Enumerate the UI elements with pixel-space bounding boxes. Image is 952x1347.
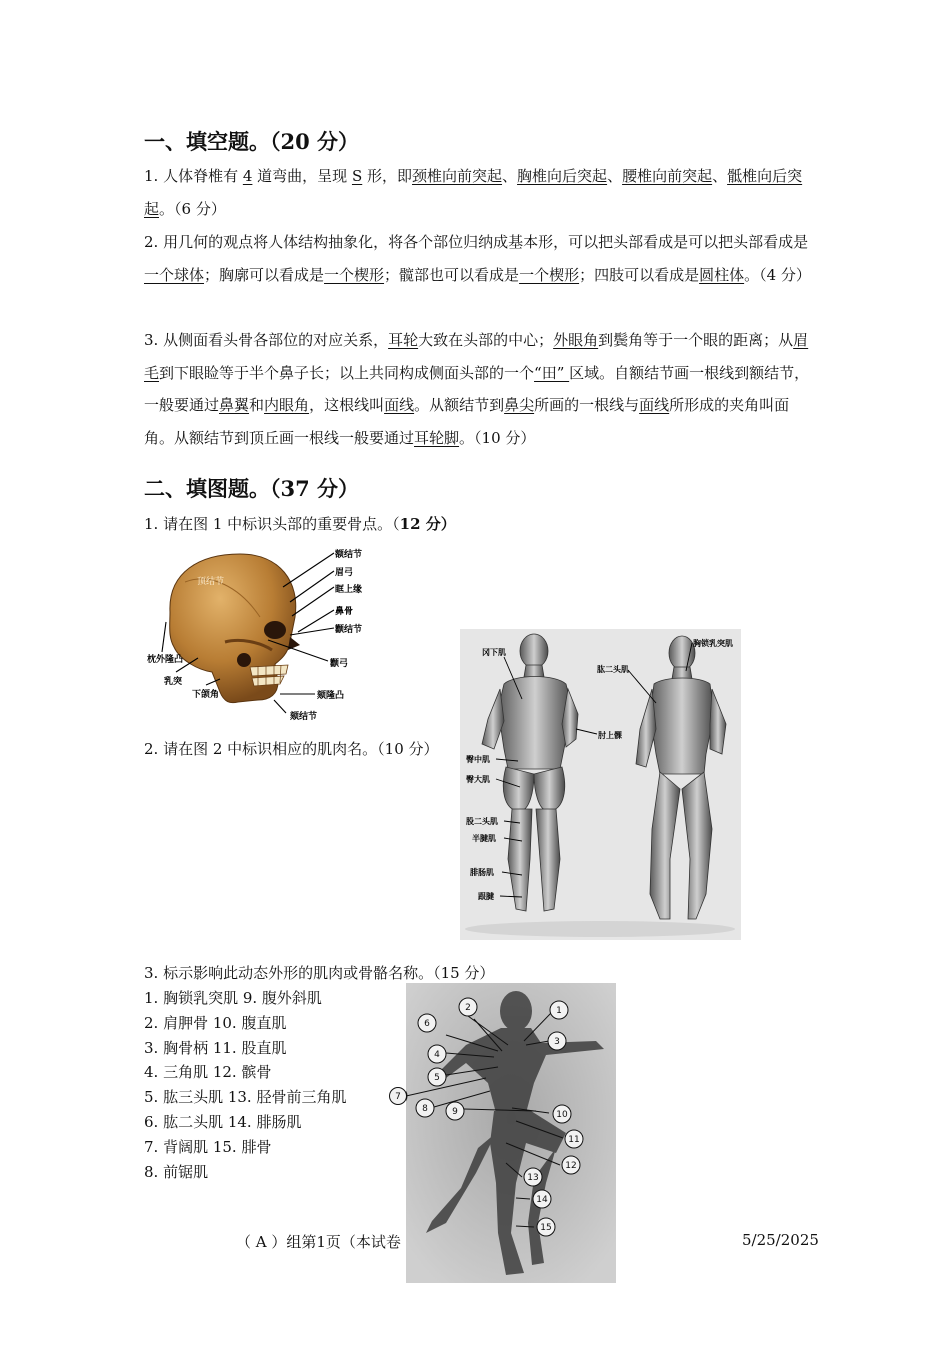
- skull-label-1: 额结节: [335, 550, 363, 560]
- fig3-num-13: 13: [527, 1173, 539, 1183]
- q3-text-a: 3. 从侧面看头骨各部位的对应关系，: [144, 331, 389, 349]
- q2-blank-1: 一个球体: [144, 265, 205, 284]
- fig3-num-7-outside: 7: [389, 1087, 407, 1105]
- q1-sep-1: 、: [502, 167, 518, 185]
- q3-blank-4: “田”: [534, 363, 570, 382]
- q1-blank-4: 胸椎向后突起: [517, 167, 608, 185]
- q3-blank-1: 耳轮: [388, 331, 419, 349]
- q1-blank-6: 骶椎向后突起: [144, 167, 803, 218]
- q1-blank-1: 4: [242, 167, 253, 185]
- section2-title: 二、填图题。（37 分）: [144, 476, 360, 501]
- q2-text-d: ；髋部也可以看成是: [384, 265, 520, 284]
- q1-sep-2: 、: [607, 167, 623, 185]
- q3-text-d: 到鬓角等于一个眼的距离；从: [598, 331, 794, 349]
- skull-label-mastoid: 乳突: [164, 677, 183, 687]
- q3-text-k: 所形成的夹角叫面角。从额结节到顶丘画一根线一般要通过: [144, 396, 790, 447]
- fig3-num-1: 1: [556, 1006, 562, 1016]
- muscle-label-2: 胸锁乳突肌: [693, 638, 733, 648]
- muscle-label-10: 跟腱: [478, 891, 494, 901]
- q3-blank-6: 内眼角: [264, 396, 310, 414]
- q1-text-a: 1. 人体脊椎有: [144, 167, 243, 185]
- muscle-label-6: 臀大肌: [466, 774, 490, 784]
- fig3-num-6: 6: [424, 1019, 430, 1029]
- q3-blank-2: 外眼角: [553, 331, 599, 349]
- q3-text-c: 大致在头部的中心；: [418, 331, 554, 349]
- q1-text-c: 道弯曲，呈现: [252, 167, 352, 185]
- fig1-question: [144, 513, 456, 534]
- question-3: [144, 324, 814, 454]
- q3-text-f: 区域。自额结节画一根线到额结节，一般要通过: [144, 363, 810, 414]
- q3-text-i: 。从额结节到: [414, 396, 505, 414]
- muscle-figure: [460, 629, 741, 940]
- q3-text-e: 到下眼睑等于半个鼻子长；以上共同构成侧面头部的一个: [159, 363, 535, 382]
- q3-text-h: ，这根线叫: [309, 396, 385, 414]
- fig3-num-3: 3: [554, 1037, 560, 1047]
- skull-label-8: 颏结节: [290, 712, 318, 722]
- q3-text-g: 和: [249, 396, 265, 414]
- muscle-label-7: 股二头肌: [466, 816, 498, 826]
- muscle-label-4: 肘上髁: [598, 730, 622, 740]
- fig3-num-8: 8: [422, 1104, 428, 1114]
- footer-page-info: （ A ）组第1页（本试卷: [236, 1233, 401, 1251]
- muscle-label-9: 腓肠肌: [470, 867, 494, 877]
- fig3-num-5: 5: [434, 1073, 440, 1083]
- fig2-question: 2. 请在图 2 中标识相应的肌肉名。（10 分）: [144, 740, 439, 758]
- answer-line-6: 6. 肱二头肌 14. 腓肠肌: [144, 1112, 302, 1131]
- q1-score: 。（6 分）: [159, 199, 226, 218]
- muscle-label-3: 肱二头肌: [597, 664, 629, 674]
- fig3-num-11: 11: [568, 1135, 580, 1145]
- muscle-label-8: 半腱肌: [472, 833, 496, 843]
- q3-blank-8: 鼻尖: [504, 396, 535, 414]
- q3-score: 。（10 分）: [459, 428, 536, 447]
- q1-text-d: 形，即: [362, 167, 413, 185]
- q2-text-e: ；四肢可以看成是: [579, 265, 700, 284]
- muscle-label-5: 臀中肌: [466, 754, 490, 764]
- answer-line-5: 5. 肱三头肌 13. 胫骨前三角肌: [144, 1088, 347, 1107]
- q2-blank-4: 圆柱体: [699, 265, 745, 284]
- answer-line-2: 2. 肩胛骨 10. 腹直肌: [144, 1013, 287, 1032]
- q3-blank-9: 面线: [639, 396, 670, 414]
- q2-score: 。（4 分）: [744, 265, 811, 284]
- skull-label-7: 颏隆凸: [317, 691, 345, 701]
- fig3-num-4: 4: [434, 1050, 440, 1060]
- q1-sep-3: 、: [712, 167, 728, 185]
- fig3-num-9: 9: [452, 1107, 458, 1117]
- q2-blank-2: 一个楔形: [324, 265, 385, 284]
- skull-label-mandible: 下颌角: [192, 690, 220, 700]
- fig3-num-10: 10: [556, 1110, 568, 1120]
- q1-blank-3: 颈椎向前突起: [412, 167, 503, 185]
- skull-label-4: 鼻骨: [335, 607, 354, 617]
- q1-blank-5: 腰椎向前突起: [622, 167, 713, 185]
- answer-line-8: 8. 前锯肌: [144, 1162, 209, 1181]
- fig1-question-text: 1. 请在图 1 中标识头部的重要骨点。（: [144, 515, 400, 533]
- answer-line-4: 4. 三角肌 12. 髌骨: [144, 1063, 272, 1082]
- muscle-illustration: [460, 629, 741, 940]
- answer-line-1: 1. 胸锁乳突肌 9. 腹外斜肌: [144, 989, 322, 1007]
- q3-blank-3: 眉毛: [144, 331, 809, 382]
- fig3-num-14: 14: [536, 1195, 548, 1205]
- q3-blank-7: 面线: [384, 396, 415, 414]
- q3-blank-5: 鼻翼: [219, 396, 250, 414]
- skull-label-top: 顶结节: [197, 577, 225, 587]
- skull-label-6: 颧弓: [330, 659, 349, 669]
- q2-text-a: 2. 用几何的观点将人体结构抽象化，将各个部位归纳成基本形，可以把头部看成是可以把头部看成是: [144, 233, 809, 251]
- q1-blank-2: S: [351, 167, 363, 185]
- skull-label-3: 眶上缘: [335, 585, 363, 595]
- fig3-answer-list: [144, 986, 346, 1184]
- skull-label-2: 眉弓: [335, 568, 354, 578]
- section1-title: 一、填空题。（20 分）: [144, 129, 360, 154]
- seated-figure-illustration: [406, 983, 616, 1283]
- q3-blank-10: 耳轮脚: [414, 428, 460, 447]
- fig3-question: 3. 标示影响此动态外形的肌肉或骨骼名称。（15 分）: [144, 964, 495, 982]
- answer-line-3: 3. 胸骨柄 11. 股直肌: [144, 1038, 287, 1057]
- skull-label-5: 颧结节: [335, 625, 363, 635]
- fig1-question-score: 12 分）: [399, 515, 456, 533]
- fig3-num-15: 15: [540, 1223, 552, 1233]
- q2-blank-3: 一个楔形: [519, 265, 580, 284]
- question-1: [144, 160, 814, 225]
- skull-figure: [140, 542, 380, 724]
- fig3-num-2: 2: [465, 1003, 471, 1013]
- muscle-label-1: 冈下肌: [482, 647, 506, 657]
- footer-date: 5/25/2025: [742, 1231, 819, 1249]
- skull-label-occipital: 枕外隆凸: [147, 655, 184, 665]
- question-2: [144, 226, 814, 291]
- answer-line-7: 7. 背阔肌 15. 腓骨: [144, 1137, 272, 1156]
- fig3-num-12: 12: [565, 1161, 577, 1171]
- seated-figure-photo: [406, 983, 616, 1283]
- q2-text-c: ；胸廓可以看成是: [204, 265, 325, 284]
- q3-text-j: 所画的一根线与: [534, 396, 640, 414]
